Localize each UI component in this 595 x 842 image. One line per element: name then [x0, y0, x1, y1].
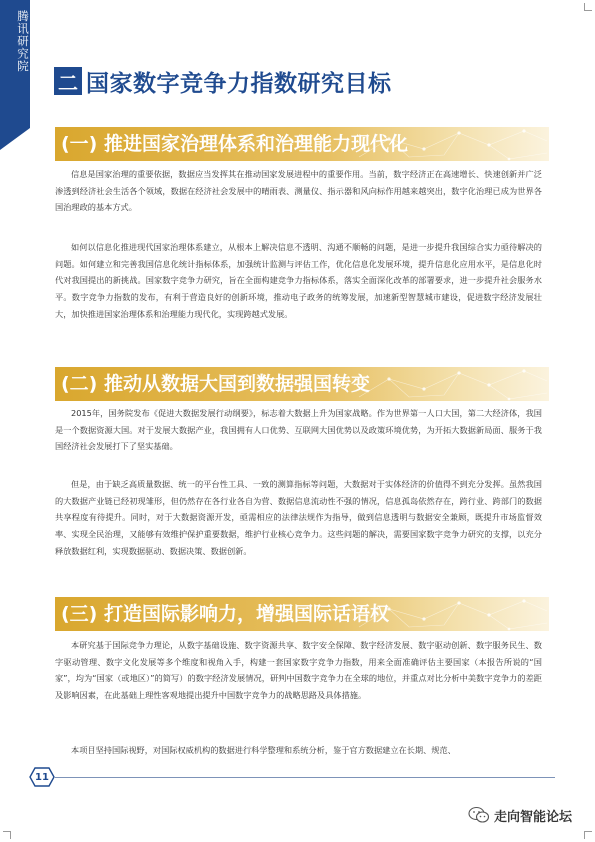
network-pattern-icon [349, 367, 549, 401]
side-tab-label: 腾讯研究院 [16, 10, 30, 73]
section-title-1: (一) 推进国家治理体系和治理能力现代化 [61, 133, 408, 155]
paragraph: 但是，由于缺乏高质量数据、统一的平台性工具、一致的测算指标等问题，大数据对于实体经济的价值得不到充分发挥。虽然我国的大数据产业链已经初现雏形，但仍然存在各行业各自为营、数据信息流动性不强的情况，信息孤岛依然存在，跨行业、跨部门的数据共享程度有待提升。同时，对于大数据资源开发，亟需相应的法律法规作为指导，做到信息透明与数据安全兼顾，既提升市场监督效率、实现全民治理，又能够有效维护保护重要数据，维护行业核心竞争力。这些问题的解决，需要国家数字竞争力研究的支撑，以充分释放数据红利，实现数据驱动、数据决策、数据创新。 [55, 479, 542, 556]
paragraph: 本研究基于国际竞争力理论，从数字基础设施、数字资源共享、数字安全保障、数字经济发展、数字驱动创新、数字服务民生、数字驱动管理、数字文化发展等多个维度和视角入手，构建一套国家数字竞争力指数，用来全面准确评估主要国家（本报告所说的“国家”，均为“国家（或地区）”的简写）的数字经济发展情况，研判中国数字竞争力在全球的地位，并重点对比分析中美数字竞争力的差距及影响因素，在此基础上理性客观地提出提升中国数字竞争力的战略思路及具体措施。 [55, 640, 542, 701]
page-number [33, 770, 51, 784]
chapter-number: 二 [54, 67, 82, 95]
page-number-text: 11 [35, 771, 49, 783]
crop-mark-bottom-left [3, 831, 11, 839]
chapter-title: 国家数字竞争力指数研究目标 [86, 70, 392, 97]
crop-mark-top-right [584, 3, 592, 11]
wechat-icon [468, 806, 490, 824]
section-title-2: (二) 推动从数据大国到数据强国转变 [61, 373, 370, 395]
section-banner-3 [55, 597, 549, 631]
crop-mark-bottom-right [584, 831, 592, 839]
paragraph: 2015年，国务院发布《促进大数据发展行动纲要》，标志着大数据上升为国家战略。作为世界第一人口大国，第二大经济体，我国是一个数据资源大国。对于发展大数据产业，我国拥有人口优势、互联网大国优势以及政策环境优势，为开拓大数据新局面、服务于我国经济社会发展打下了坚实基础。 [55, 408, 542, 452]
section-banner-2 [55, 367, 549, 401]
paragraph: 信息是国家治理的重要依据，数据应当发挥其在推动国家发展进程中的重要作用。当前，数字经济正在高速增长、快速创新并广泛渗透到经济社会生活各个领域，数据在经济社会发展中的晴雨表、测量仪、指示器和风向标作用越来越突出，数字化治理已成为世界各国治理政的基本方式。 [55, 169, 542, 213]
footer-rule [55, 777, 555, 778]
watermark-text: 走向智能论坛 [494, 809, 573, 825]
paragraph: 本项目坚持国际视野，对国际权威机构的数据进行科学整理和系统分析，鉴于官方数据建立在长期、规范、 [71, 745, 456, 755]
section-title-3: (三) 打造国际影响力，增强国际话语权 [61, 603, 389, 625]
section-banner-1 [55, 127, 549, 161]
chapter-heading [54, 66, 392, 96]
watermark [468, 805, 572, 825]
paragraph: 如何以信息化推进现代国家治理体系建立，从根本上解决信息不透明、沟通不顺畅的问题，是进一步提升我国综合实力亟待解决的问题。如何建立和完善我国信息化统计指标体系，加强统计监测与评估工作，优化信息化发展环境，提升信息化应用水平，是信息化时代对我国提出的新挑战。国家数字竞争力研究，旨在全面构建竞争力指标体系，落实全面深化改革的部署要求，进一步提升社会服务水平。数字竞争力指数的发布，有利于营造良好的创新环境，推动电子政务的统筹发展，加速新型智慧城市建设，促进数字经济发展壮大，加快推进国家治理体系和治理能力现代化，实现跨越式发展。 [55, 242, 542, 319]
side-tab [0, 0, 30, 150]
